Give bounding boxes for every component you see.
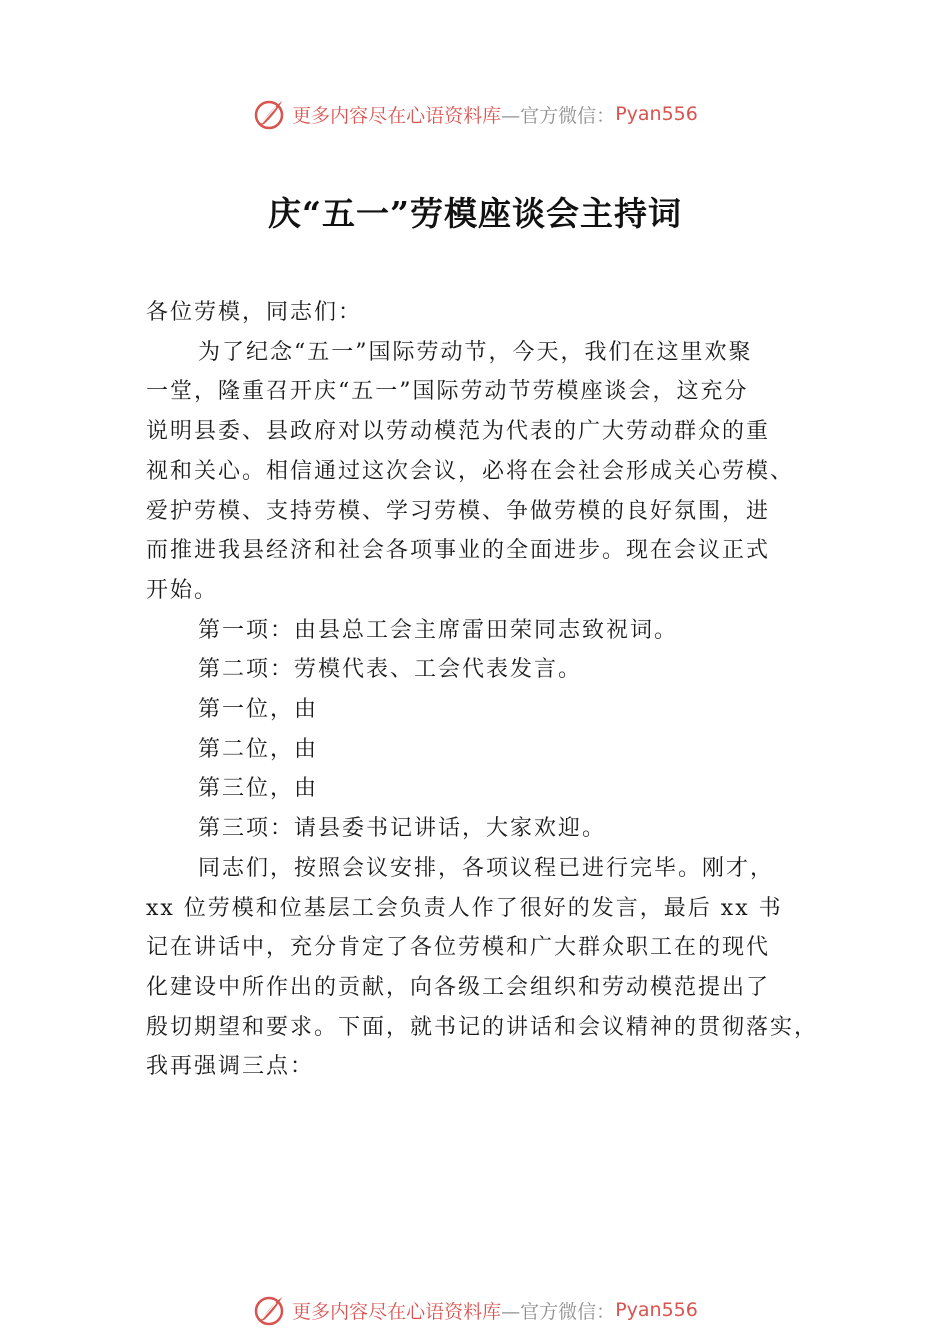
paragraph-line: 一堂，隆重召开庆“五一”国际劳动节劳模座谈会，这充分 (146, 379, 749, 405)
paragraph-line: 第三位，由 (198, 776, 319, 802)
paragraph-line: 我再强调三点： (146, 1054, 315, 1080)
watermark-header (0, 94, 950, 134)
paragraph-line: 视和关心。相信通过这次会议，必将在会社会形成关心劳模、 (146, 458, 795, 484)
paragraph-line: xx 位劳模和位基层工会负责人作了很好的发言，最后 xx 书 (146, 895, 783, 921)
paragraph-line: 爱护劳模、支持劳模、学习劳模、争做劳模的良好氛围，进 (146, 498, 771, 524)
paragraph-line: 第一项：由县总工会主席雷田荣同志致祝词。 (198, 617, 679, 643)
watermark-middle: —官方微信： (501, 104, 616, 127)
document-body (146, 293, 836, 1087)
paragraph-line: 说明县委、县政府对以劳动模范为代表的广大劳动群众的重 (146, 419, 771, 445)
paragraph-line: 化建设中所作出的贡献，向各级工会组织和劳动模范提出了 (146, 974, 771, 1000)
quill-logo-icon (252, 97, 286, 131)
paragraph-line: 第二位，由 (198, 736, 319, 762)
paragraph-line: 为了纪念“五一”国际劳动节，今天，我们在这里欢聚 (198, 339, 753, 365)
watermark-id: Pyan556 (615, 103, 698, 125)
watermark-brand: 更多内容尽在心语资料库 (292, 104, 502, 127)
paragraph-line: 同志们，按照会议安排，各项议程已进行完毕。刚才， (198, 855, 775, 881)
paragraph-line: 第一位，由 (198, 697, 319, 723)
watermark-footer (0, 1290, 950, 1330)
document-title: 庆“五一”劳模座谈会主持词 (268, 194, 682, 233)
quill-logo-icon (252, 1293, 286, 1327)
paragraph-line: 记在讲话中，充分肯定了各位劳模和广大群众职工在的现代 (146, 935, 771, 961)
paragraph-line: 开始。 (146, 577, 219, 603)
watermark-id: Pyan556 (615, 1299, 698, 1321)
paragraph-line: 第三项：请县委书记讲话，大家欢迎。 (198, 816, 607, 842)
paragraph-line: 第二项：劳模代表、工会代表发言。 (198, 657, 583, 683)
paragraph-line: 各位劳模，同志们： (146, 300, 363, 325)
paragraph-line: 殷切期望和要求。下面，就书记的讲话和会议精神的贯彻落实， (146, 1014, 819, 1040)
watermark-brand: 更多内容尽在心语资料库 (292, 1300, 502, 1323)
watermark-middle: —官方微信： (501, 1300, 616, 1323)
paragraph-line: 而推进我县经济和社会各项事业的全面进步。现在会议正式 (146, 538, 771, 564)
